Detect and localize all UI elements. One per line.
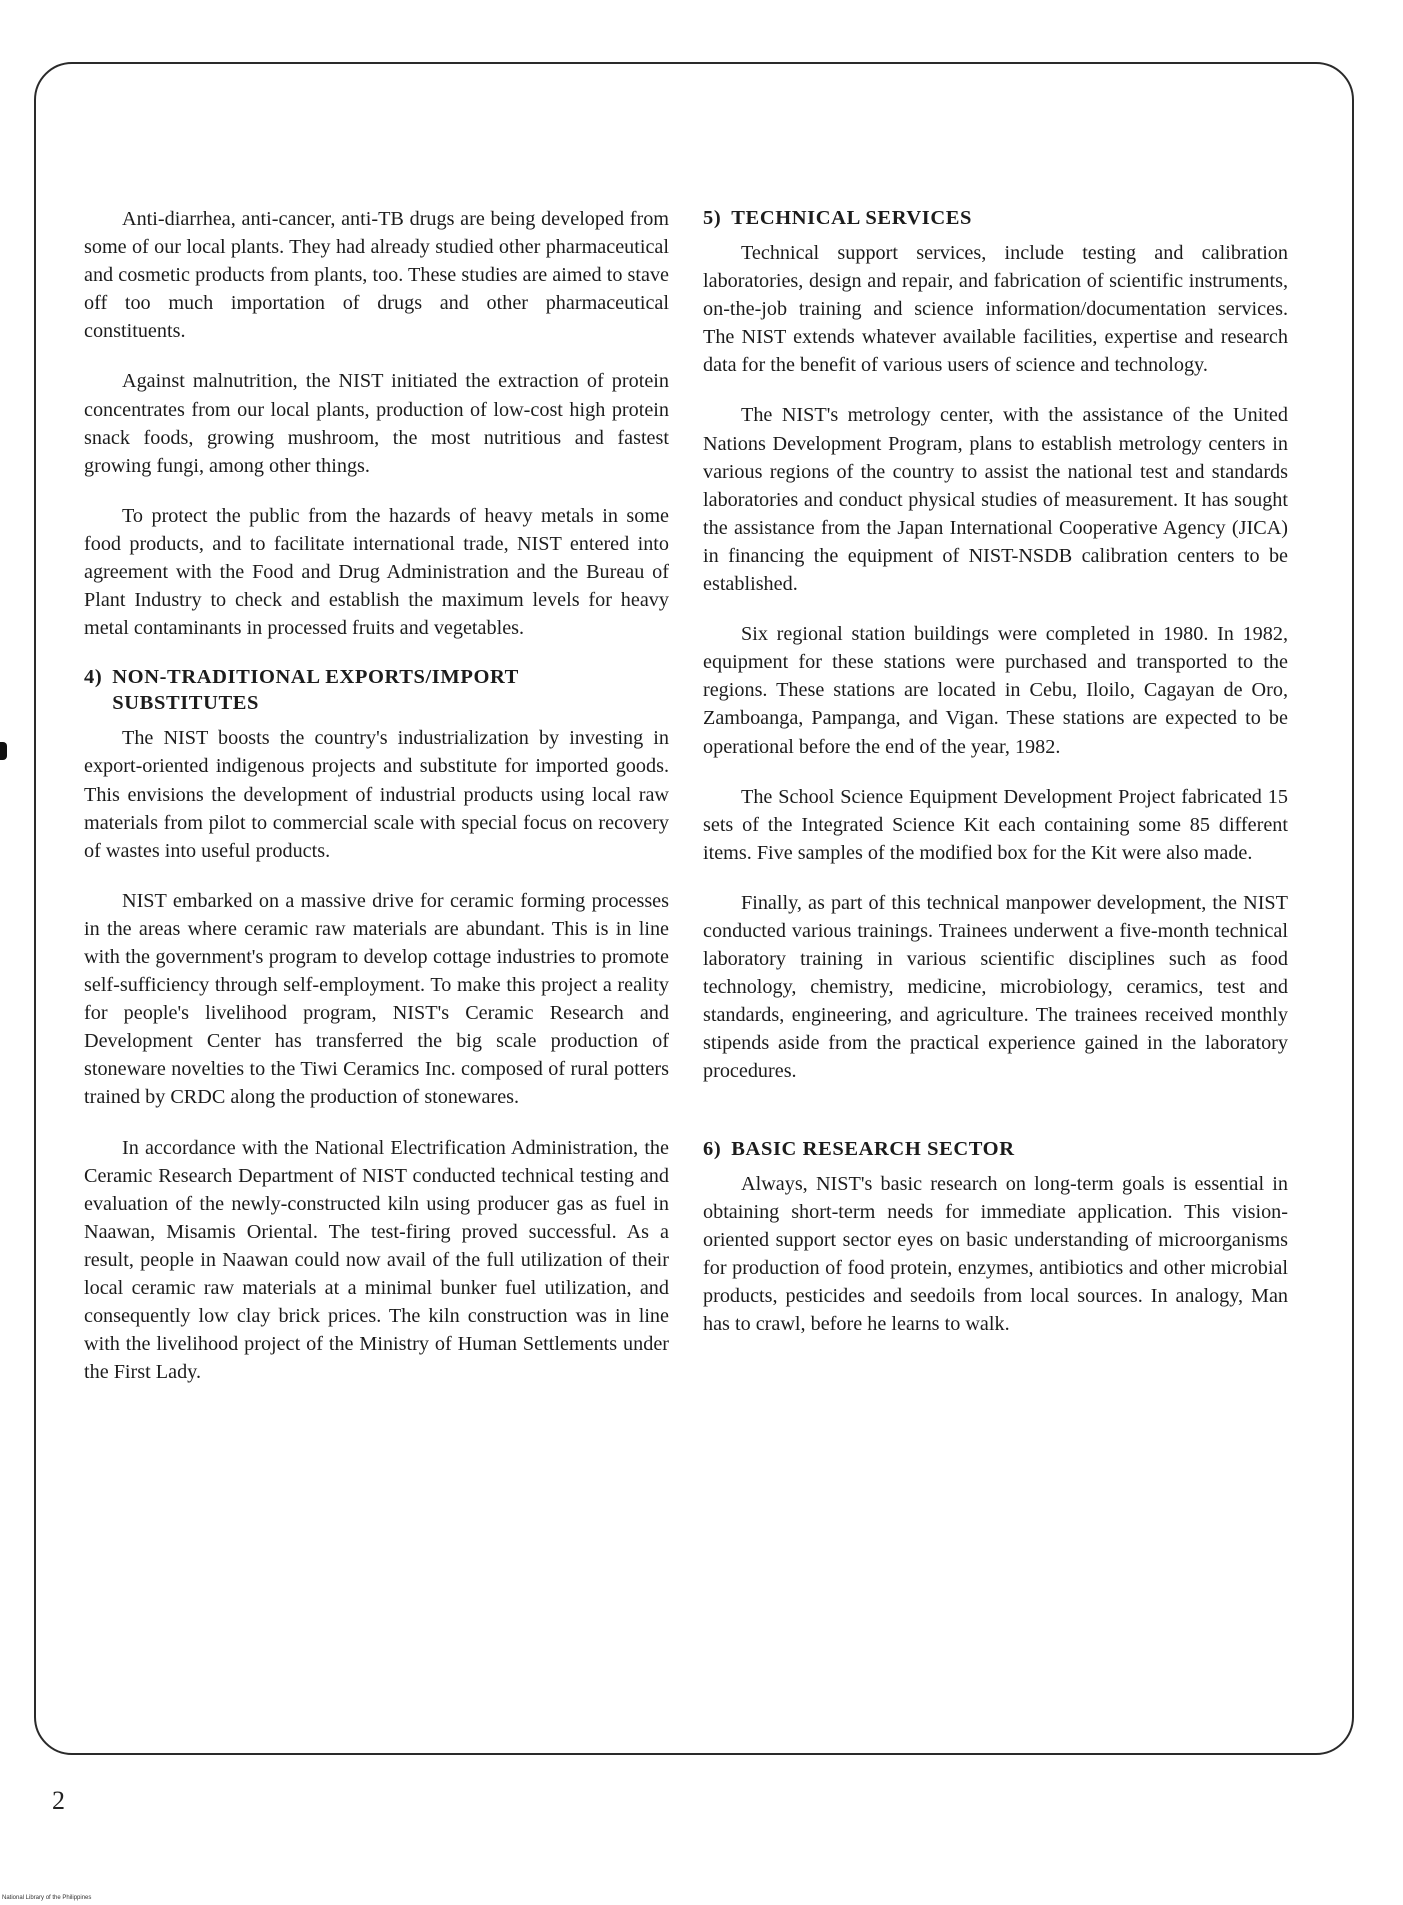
right-column — [703, 205, 1288, 1360]
paragraph-kiln-testing: In accordance with the National Electrification Administration, the Ceramic Research Department of NIST conducted technical testing and evaluation of the newly-constructed kiln using producer gas as fuel in Naawan, Misamis Oriental. The test-firing proved successful. As a result, people in Naawan could now avail of the full utilization of their local ceramic raw materials at a minimal bunker fuel utilization, and consequently low clay brick prices. The kiln construction was in line with the livelihood project of the Ministry of Human Settlements under the First Lady. — [84, 1136, 669, 1384]
paragraph-metrology-center: The NIST's metrology center, with the assistance of the United Nations Development Program, plans to establish metrology centers in various regions of the country to assist the national test and standards laboratories and conduct physical studies of measurement. It has sought the assistance from the Japan International Cooperative Agency (JICA) in financing the equipment of NIST-NSDB calibration centers to be established. — [703, 404, 1288, 596]
footer-note: National Library of the Philippines — [2, 1895, 92, 1901]
section-number: 4) — [84, 666, 103, 689]
section-heading-non-traditional-exports — [84, 664, 669, 716]
margin-mark — [0, 742, 7, 760]
paragraph-trainings: Finally, as part of this technical manpower development, the NIST conducted various trainings. Trainees underwent a five-month technical laboratory training in various scientific disciplines such as food technology, chemistry, medicine, microbiology, ceramics, test and standards, engineering, and agriculture. The trainees received monthly stipends aside from the practical experience gained in the laboratory procedures. — [703, 891, 1288, 1083]
paragraph-drug-development: Anti-diarrhea, anti-cancer, anti-TB drugs are being developed from some of our local plants. They had already studied other pharmaceutical and cosmetic products from plants, too. These studies are aimed to stave off too much importation of drugs and other pharmaceutical constituents. — [84, 208, 669, 343]
section-title: NON-TRADITIONAL EXPORTS/IMPORT SUBSTITUTES — [112, 666, 519, 715]
page-number: 2 — [52, 1786, 65, 1815]
paragraph-basic-research: Always, NIST's basic research on long-term goals is essential in obtaining short-term needs for immediate application. This vision-oriented support sector eyes on basic understanding of microorganisms for production of food protein, enzymes, antibiotics and other microbial products, pesticides and seedoils from local sources. In analogy, Man has to crawl, before he learns to walk. — [703, 1172, 1288, 1335]
paragraph-malnutrition: Against malnutrition, the NIST initiated the extraction of protein concentrates from our local plants, production of low-cost high protein snack foods, growing mushroom, the most nutritious and fastest growing fungi, among other things. — [84, 370, 669, 477]
paragraph-heavy-metals: To protect the public from the hazards of heavy metals in some food products, and to facilitate international trade, NIST entered into agreement with the Food and Drug Administration and the Bureau of Plant Industry to check and establish the maximum levels for heavy metal contaminants in processed fruits and vegetables. — [84, 504, 669, 640]
paragraph-technical-support: Technical support services, include testing and calibration laboratories, design and repair, and fabrication of scientific instruments, on-the-job training and science information/documentation services. The NIST extends whatever available facilities, expertise and research data for the benefit of various users of science and technology. — [703, 242, 1288, 377]
paragraph-regional-stations: Six regional station buildings were completed in 1980. In 1982, equipment for these stations were purchased and transported to the regions. These stations are located in Cebu, Iloilo, Cagayan de Oro, Zamboanga, Pampanga, and Vigan. These stations are expected to be operational before the end of the year, 1982. — [703, 623, 1288, 758]
section-heading-basic-research — [703, 1136, 1288, 1162]
paragraph-industrialization: The NIST boosts the country's industrialization by investing in export-oriented indigenous projects and substitute for imported goods. This envisions the development of industrial products using local raw materials from pilot to commercial scale with special focus on recovery of wastes into useful products. — [84, 727, 669, 862]
paragraph-ceramic-drive: NIST embarked on a massive drive for ceramic forming processes in the areas where ceramic raw materials are abundant. This is in line with the government's program to develop cottage industries to promote self-sufficiency through self-employment. To make this project a reality for people's livelihood program, NIST's Ceramic Research and Development Center has transferred the big scale production of stoneware novelties to the Tiwi Ceramics Inc. composed of rural potters trained by CRDC along the production of stonewares. — [84, 889, 669, 1109]
left-column — [84, 205, 669, 1408]
paragraph-science-kit: The School Science Equipment Development Project fabricated 15 sets of the Integrated Science Kit each containing some 85 different items. Five samples of the modified box for the Kit were also made. — [703, 785, 1288, 864]
section-title: TECHNICAL SERVICES — [731, 207, 973, 229]
section-number: 5) — [703, 207, 722, 229]
section-heading-technical-services — [703, 205, 1288, 231]
section-number: 6) — [703, 1137, 722, 1160]
section-title: BASIC RESEARCH SECTOR — [731, 1137, 1015, 1160]
